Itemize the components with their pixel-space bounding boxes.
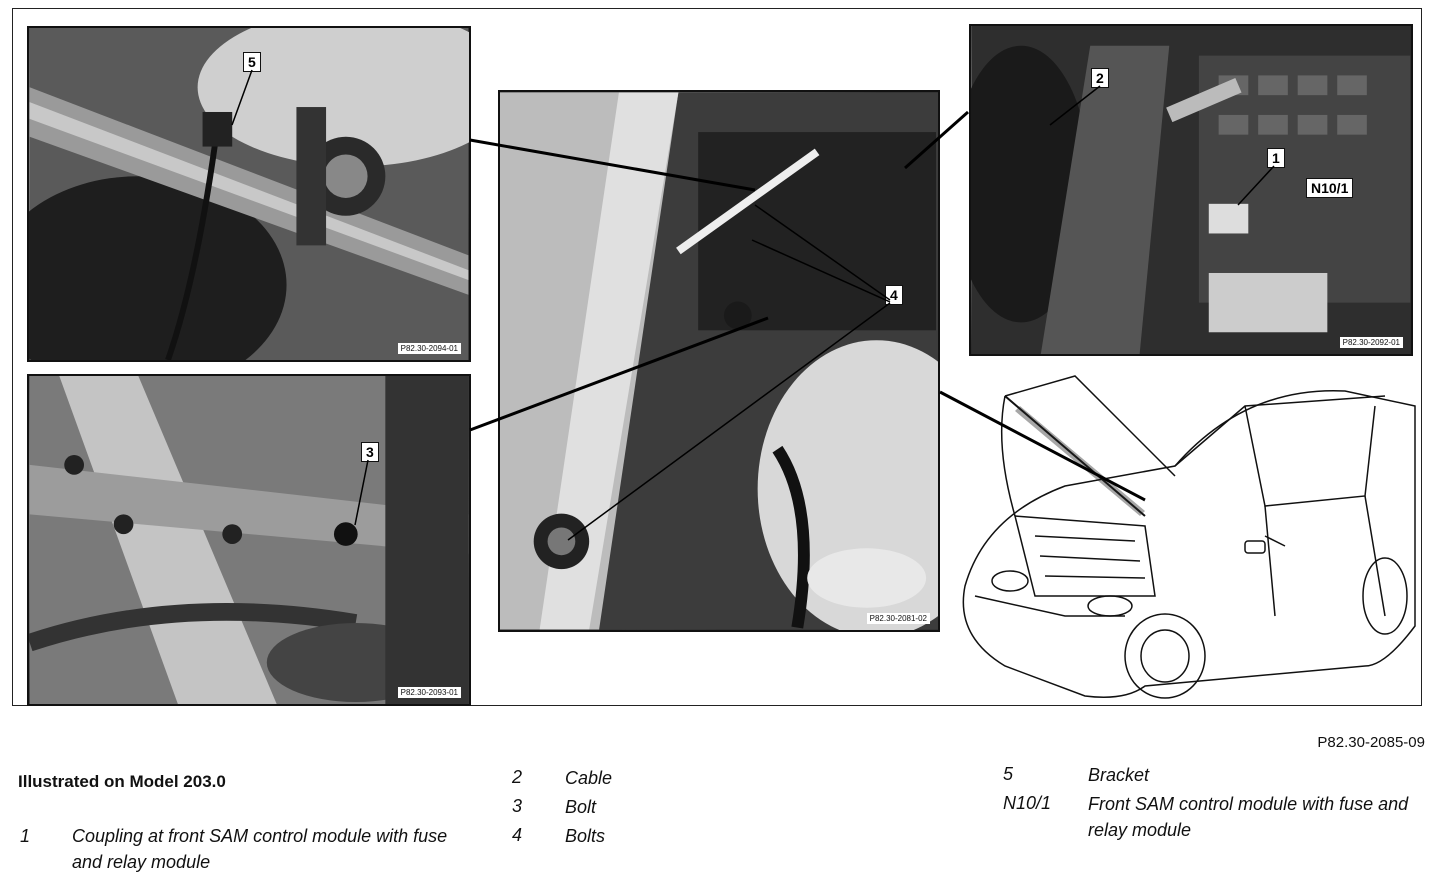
legend-item-5-text: Bracket [1088, 765, 1150, 785]
legend-item-2-number: 2 [512, 767, 523, 787]
callout-5: 5 [243, 52, 261, 72]
legend-item-3-number: 3 [512, 796, 523, 816]
photo-bracket [27, 26, 471, 362]
photo-wiper-bolts-art [500, 92, 938, 630]
photo-wiper-bolts [498, 90, 940, 632]
legend-item-5-number: 5 [1003, 764, 1014, 784]
legend-item-n10-1-text: Front SAM control module with fuse and relay module [1088, 794, 1409, 840]
photo-code-2: P82.30-2093-01 [398, 687, 461, 698]
legend-item-n10-1-number: N10/1 [1003, 793, 1052, 813]
legend-item-4-number: 4 [512, 825, 523, 845]
photo-code-1: P82.30-2094-01 [398, 343, 461, 354]
callout-n10-1: N10/1 [1306, 178, 1353, 198]
legend-item-1-text: Coupling at front SAM control module with fuse and relay module [72, 826, 448, 872]
legend-item-3-text: Bolt [565, 797, 597, 817]
legend-item-4-text: Bolts [565, 826, 606, 846]
caption-title: Illustrated on Model 203.0 [18, 772, 226, 791]
car-illustration [945, 366, 1421, 706]
callout-3: 3 [361, 442, 379, 462]
photo-code-3: P82.30-2081-02 [867, 613, 930, 624]
legend-item-2-text: Cable [565, 768, 613, 788]
figure-reference-code: P82.30-2085-09 [1317, 734, 1425, 751]
callout-1: 1 [1267, 148, 1285, 168]
photo-bracket-art [29, 28, 469, 360]
photo-code-4: P82.30-2092-01 [1340, 337, 1403, 348]
callout-2: 2 [1091, 68, 1109, 88]
legend-item-1-number: 1 [20, 826, 31, 846]
photo-bolt [27, 374, 471, 706]
callout-4: 4 [885, 285, 903, 305]
photo-bolt-art [29, 376, 469, 704]
